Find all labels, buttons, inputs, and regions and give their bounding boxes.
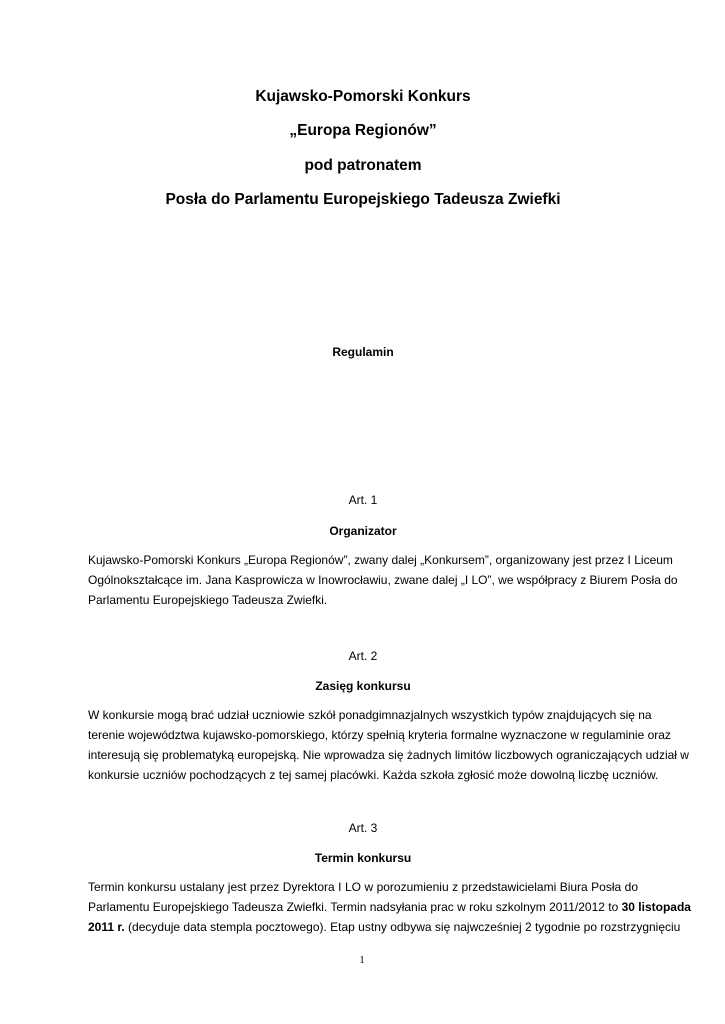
- page-number: 1: [359, 954, 365, 966]
- header-line-patronage: pod patronatem: [304, 157, 422, 174]
- article-1-number: Art. 1: [348, 493, 378, 507]
- article-3-deadline-year: 2011 r.: [88, 920, 125, 934]
- article-3-heading: Termin konkursu: [314, 851, 412, 865]
- article-3-body: [88, 877, 691, 937]
- article-2-line: terenie województwa kujawsko-pomorskiego, którzy spełnią kryteria formalne wyznaczone w regulaminie oraz: [88, 728, 671, 742]
- article-3-number: Art. 3: [348, 821, 378, 835]
- article-3-text: (decyduje data stempla pocztowego). Etap ustny odbywa się najwcześniej 2 tygodnie po rozstrzygnięciu: [124, 920, 681, 934]
- article-2-line: interesują się problematyką europejską. Nie wprowadza się żadnych limitów liczbowych ograniczających udział w: [88, 748, 689, 762]
- article-1-heading: Organizator: [329, 524, 397, 538]
- article-3-line: [88, 917, 681, 937]
- article-3-line: [88, 897, 691, 917]
- article-2-line: W konkursie mogą brać udział uczniowie szkół ponadgimnazjalnych wszystkich typów znajdujących się na: [88, 708, 652, 722]
- article-3-deadline-date: 30 listopada: [621, 900, 691, 914]
- article-2-number: Art. 2: [348, 649, 378, 663]
- article-1-line: Parlamentu Europejskiego Tadeusza Zwiefki.: [88, 593, 328, 607]
- header-line-contest: Kujawsko-Pomorski Konkurs: [255, 88, 471, 105]
- article-2-heading: Zasięg konkursu: [315, 679, 411, 693]
- article-1-line: Kujawsko-Pomorski Konkurs „Europa Regionów”, zwany dalej „Konkursem”, organizowany jest przez I Liceum: [88, 553, 673, 567]
- article-3-text: Parlamentu Europejskiego Tadeusza Zwiefki. Termin nadsyłania prac w roku szkolnym 2011/2012 to: [88, 900, 622, 914]
- article-1-line: Ogólnokształcące im. Jana Kasprowicza w Inowrocławiu, zwane dalej „I LO”, we współpracy z Biurem Posła do: [88, 573, 678, 587]
- article-2-line: konkursie uczniów pochodzących z tej samej placówki. Każda szkoła zgłosić może dowolną liczbę uczniów.: [88, 768, 659, 782]
- article-3-line: Termin konkursu ustalany jest przez Dyrektora I LO w porozumieniu z przedstawicielami Biura Posła do: [88, 880, 638, 894]
- article-1-body: [88, 550, 678, 610]
- document-title: Regulamin: [332, 345, 394, 359]
- header-line-name: „Europa Regionów”: [289, 122, 437, 139]
- article-2-body: [88, 705, 689, 785]
- header-line-patron: Posła do Parlamentu Europejskiego Tadeusza Zwiefki: [165, 191, 561, 208]
